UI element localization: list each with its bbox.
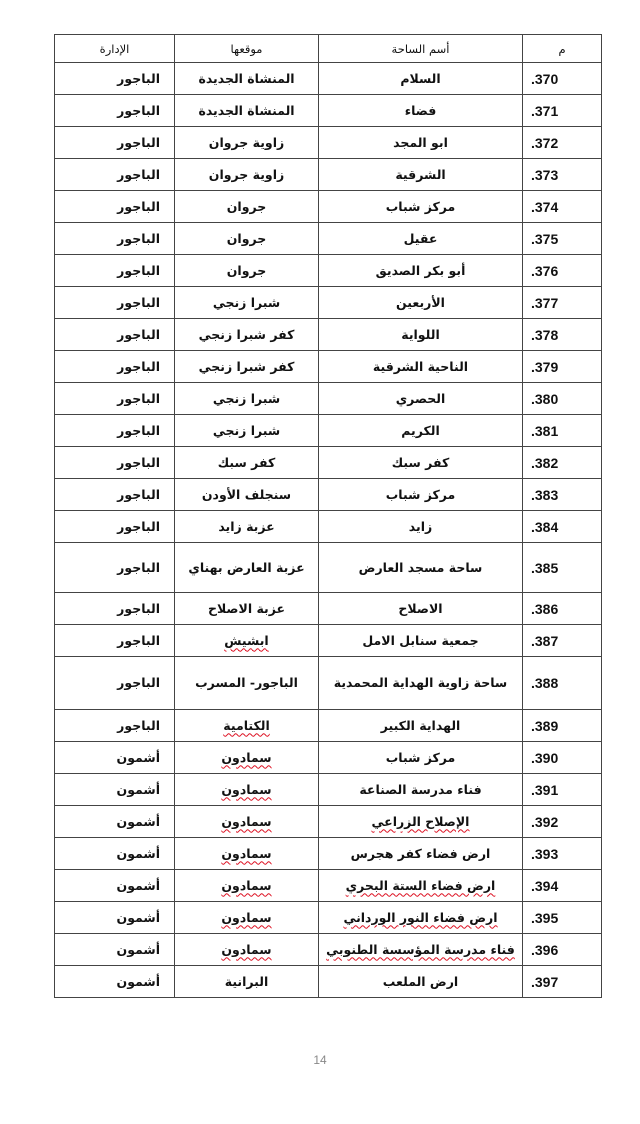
location-text: سمادون (221, 909, 272, 925)
location-text: ابشيش (224, 632, 269, 648)
location-cell (175, 593, 319, 625)
admin-cell (55, 191, 175, 223)
site-name-text: اللواية (401, 326, 440, 342)
table-row (55, 127, 602, 159)
site-name-cell (319, 966, 523, 998)
admin-cell (55, 415, 175, 447)
row-number-cell (523, 511, 602, 543)
row-number-cell (523, 806, 602, 838)
header-location: موقعها (175, 35, 319, 63)
row-number-cell (523, 415, 602, 447)
site-name-text: ارض فضاء كفر هجرس (350, 845, 491, 861)
site-name-text: الإصلاح الزراعي (371, 813, 470, 829)
admin-cell (55, 63, 175, 95)
location-cell (175, 479, 319, 511)
location-cell (175, 95, 319, 127)
table-row (55, 870, 602, 902)
location-cell (175, 870, 319, 902)
row-number-cell (523, 223, 602, 255)
row-number-cell (523, 95, 602, 127)
table-row (55, 447, 602, 479)
table-row (55, 806, 602, 838)
site-name-cell (319, 127, 523, 159)
location-text: كفر شبرا زنجي (198, 358, 295, 374)
admin-cell (55, 870, 175, 902)
admin-cell (55, 383, 175, 415)
site-name-text: مركز شباب (385, 198, 456, 214)
admin-cell (55, 543, 175, 593)
row-number-cell (523, 159, 602, 191)
location-cell (175, 319, 319, 351)
admin-text: الباجور (117, 486, 160, 502)
row-number-text: .377 (531, 294, 559, 311)
admin-text: أشمون (116, 749, 160, 765)
location-text: البرانية (224, 973, 269, 989)
site-name-text: جمعية سنابل الامل (362, 632, 479, 648)
location-cell (175, 902, 319, 934)
site-name-text: الناحية الشرقية (372, 358, 469, 374)
admin-text: الباجور (117, 454, 160, 470)
admin-text: الباجور (117, 198, 160, 214)
row-number-cell (523, 63, 602, 95)
row-number-text: .373 (531, 166, 559, 183)
location-cell (175, 223, 319, 255)
location-text: شبرا زنجي (212, 390, 281, 406)
table-row (55, 479, 602, 511)
row-number-text: .396 (531, 941, 559, 958)
admin-text: الباجور (117, 230, 160, 246)
table-row (55, 710, 602, 742)
site-name-cell (319, 870, 523, 902)
site-name-cell (319, 415, 523, 447)
location-cell (175, 543, 319, 593)
admin-text: الباجور (117, 632, 160, 648)
admin-cell (55, 966, 175, 998)
location-cell (175, 383, 319, 415)
row-number-cell (523, 838, 602, 870)
site-name-cell (319, 742, 523, 774)
table-row (55, 774, 602, 806)
location-text: عزبة زايد (218, 518, 275, 534)
admin-text: الباجور (117, 134, 160, 150)
location-text: جروان (226, 230, 267, 246)
admin-text: الباجور (117, 294, 160, 310)
row-number-cell (523, 657, 602, 710)
site-name-text: ارض الملعب (382, 973, 459, 989)
location-text: جروان (226, 198, 267, 214)
location-text: الباجور- المسرب (195, 675, 298, 690)
location-cell (175, 934, 319, 966)
location-text: شبرا زنجي (212, 294, 281, 310)
admin-cell (55, 774, 175, 806)
location-text: كفر شبرا زنجي (198, 326, 295, 342)
site-name-cell (319, 63, 523, 95)
admin-cell (55, 255, 175, 287)
row-number-cell (523, 479, 602, 511)
admin-text: أشمون (116, 909, 160, 925)
site-name-text: كفر سبك (391, 454, 450, 470)
admin-cell (55, 838, 175, 870)
admin-cell (55, 351, 175, 383)
admin-text: الباجور (117, 518, 160, 534)
table-row (55, 838, 602, 870)
site-name-cell (319, 902, 523, 934)
location-cell (175, 415, 319, 447)
row-number-text: .371 (531, 102, 559, 119)
row-number-text: .384 (531, 518, 559, 535)
location-cell (175, 255, 319, 287)
site-name-cell (319, 710, 523, 742)
location-cell (175, 191, 319, 223)
table-row (55, 966, 602, 998)
location-cell (175, 742, 319, 774)
row-number-text: .389 (531, 717, 559, 734)
row-number-cell (523, 383, 602, 415)
site-name-cell (319, 479, 523, 511)
admin-cell (55, 742, 175, 774)
admin-cell (55, 625, 175, 657)
location-text: عزبة الاصلاح (207, 600, 286, 616)
location-text: سمادون (221, 749, 272, 765)
site-name-text: زايد (408, 518, 433, 534)
admin-text: الباجور (117, 600, 160, 616)
location-text: المنشاة الجديدة (198, 70, 295, 86)
row-number-cell (523, 287, 602, 319)
location-cell (175, 287, 319, 319)
row-number-text: .386 (531, 600, 559, 617)
site-name-text: مركز شباب (385, 749, 456, 765)
row-number-text: .383 (531, 486, 559, 503)
row-number-cell (523, 774, 602, 806)
site-name-cell (319, 806, 523, 838)
site-name-cell (319, 287, 523, 319)
table-row (55, 383, 602, 415)
admin-text: أشمون (116, 813, 160, 829)
site-name-cell (319, 447, 523, 479)
row-number-text: .372 (531, 134, 559, 151)
site-name-cell (319, 657, 523, 710)
row-number-text: .391 (531, 781, 559, 798)
site-name-text: فناء مدرسة المؤسسة الطنوبي (326, 941, 515, 957)
page-number: 14 (313, 1053, 327, 1067)
admin-cell (55, 95, 175, 127)
admin-text: الباجور (117, 717, 160, 733)
table-row (55, 63, 602, 95)
row-number-cell (523, 710, 602, 742)
site-name-cell (319, 625, 523, 657)
row-number-text: .385 (531, 559, 559, 576)
location-cell (175, 838, 319, 870)
row-number-cell (523, 742, 602, 774)
location-cell (175, 511, 319, 543)
site-name-text: السلام (400, 70, 441, 86)
site-name-text: ساحة مسجد العارض (358, 559, 483, 575)
row-number-text: .380 (531, 390, 559, 407)
admin-cell (55, 593, 175, 625)
admin-text: الباجور (117, 70, 160, 86)
table-row (55, 415, 602, 447)
table-row (55, 593, 602, 625)
site-name-text: عقيل (403, 230, 438, 246)
location-cell (175, 806, 319, 838)
site-name-cell (319, 774, 523, 806)
row-number-cell (523, 966, 602, 998)
location-text: جروان (226, 262, 267, 278)
site-name-cell (319, 95, 523, 127)
location-text: شبرا زنجي (212, 422, 281, 438)
table-row (55, 543, 602, 593)
table-row (55, 902, 602, 934)
site-name-text: ابو المجد (393, 134, 448, 150)
site-name-text: أبو بكر الصديق (375, 262, 466, 278)
location-cell (175, 127, 319, 159)
location-text: سمادون (221, 845, 272, 861)
header-num: م (523, 35, 602, 63)
site-name-text: الاصلاح (398, 600, 443, 616)
row-number-text: .388 (531, 675, 559, 691)
table-row (55, 223, 602, 255)
site-name-text: الهداية الكبير (380, 717, 461, 733)
site-name-cell (319, 351, 523, 383)
admin-text: الباجور (117, 358, 160, 374)
admin-text: أشمون (116, 781, 160, 797)
location-text: كفر سبك (217, 454, 276, 470)
row-number-text: .379 (531, 358, 559, 375)
row-number-text: .397 (531, 973, 559, 990)
sites-table (54, 34, 602, 998)
row-number-cell (523, 255, 602, 287)
row-number-text: .394 (531, 877, 559, 894)
location-cell (175, 774, 319, 806)
site-name-cell (319, 543, 523, 593)
admin-cell (55, 806, 175, 838)
location-cell (175, 159, 319, 191)
table-row (55, 742, 602, 774)
admin-cell (55, 223, 175, 255)
location-cell (175, 351, 319, 383)
row-number-cell (523, 191, 602, 223)
row-number-text: .370 (531, 70, 559, 87)
admin-cell (55, 479, 175, 511)
admin-text: الباجور (117, 390, 160, 406)
admin-cell (55, 902, 175, 934)
site-name-cell (319, 255, 523, 287)
table-row (55, 934, 602, 966)
admin-text: الباجور (117, 675, 160, 690)
admin-text: أشمون (116, 973, 160, 989)
row-number-text: .395 (531, 909, 559, 926)
site-name-text: الأربعين (396, 294, 445, 310)
site-name-text: ارض فضاء النور الورداني (343, 909, 498, 925)
site-name-text: فضاء (404, 102, 437, 118)
table-row (55, 255, 602, 287)
table-body (55, 63, 602, 998)
site-name-cell (319, 159, 523, 191)
admin-text: الباجور (117, 422, 160, 438)
row-number-text: .382 (531, 454, 559, 471)
location-cell (175, 657, 319, 710)
row-number-cell (523, 543, 602, 593)
admin-text: أشمون (116, 845, 160, 861)
admin-cell (55, 319, 175, 351)
row-number-cell (523, 319, 602, 351)
location-text: سمادون (221, 781, 272, 797)
site-name-text: الكريم (401, 422, 440, 438)
admin-cell (55, 657, 175, 710)
admin-cell (55, 159, 175, 191)
admin-text: الباجور (117, 102, 160, 118)
site-name-cell (319, 383, 523, 415)
row-number-text: .390 (531, 749, 559, 766)
location-text: سمادون (221, 941, 272, 957)
table-row (55, 287, 602, 319)
row-number-cell (523, 870, 602, 902)
location-cell (175, 625, 319, 657)
site-name-cell (319, 593, 523, 625)
table-row (55, 95, 602, 127)
admin-text: الباجور (117, 166, 160, 182)
header-row (55, 35, 602, 63)
location-text: الكتامية (223, 717, 270, 733)
row-number-text: .378 (531, 326, 559, 343)
row-number-text: .392 (531, 813, 559, 830)
row-number-text: .374 (531, 198, 559, 215)
table-row (55, 351, 602, 383)
admin-cell (55, 287, 175, 319)
admin-text: أشمون (116, 941, 160, 957)
table-row (55, 159, 602, 191)
admin-text: الباجور (117, 559, 160, 575)
row-number-cell (523, 625, 602, 657)
location-cell (175, 447, 319, 479)
row-number-cell (523, 902, 602, 934)
admin-cell (55, 127, 175, 159)
table-row (55, 625, 602, 657)
site-name-cell (319, 838, 523, 870)
site-name-text: فناء مدرسة الصناعة (359, 781, 482, 797)
row-number-cell (523, 351, 602, 383)
site-name-text: الحصري (395, 390, 446, 406)
location-text: المنشاة الجديدة (198, 102, 295, 118)
location-text: عزبة العارض بهناي (188, 559, 305, 575)
table-row (55, 191, 602, 223)
row-number-cell (523, 934, 602, 966)
row-number-text: .376 (531, 262, 559, 279)
table-row (55, 511, 602, 543)
row-number-cell (523, 127, 602, 159)
row-number-text: .387 (531, 632, 559, 649)
row-number-text: .393 (531, 845, 559, 862)
site-name-text: ارض فضاء الستة البحري (345, 877, 496, 893)
location-text: سنجلف الأودن (201, 486, 292, 502)
location-cell (175, 966, 319, 998)
location-cell (175, 63, 319, 95)
admin-text: أشمون (116, 877, 160, 893)
location-text: سمادون (221, 813, 272, 829)
site-name-cell (319, 319, 523, 351)
header-admin: الإدارة (55, 35, 175, 63)
admin-cell (55, 710, 175, 742)
site-name-text: الشرقية (395, 166, 446, 182)
row-number-cell (523, 593, 602, 625)
table-header (55, 35, 602, 63)
admin-cell (55, 934, 175, 966)
row-number-cell (523, 447, 602, 479)
admin-cell (55, 511, 175, 543)
header-name: أسم الساحة (319, 35, 523, 63)
site-name-cell (319, 223, 523, 255)
table-row (55, 319, 602, 351)
table-row (55, 657, 602, 710)
location-cell (175, 710, 319, 742)
site-name-cell (319, 191, 523, 223)
site-name-cell (319, 934, 523, 966)
location-text: زاوية جروان (208, 166, 285, 182)
row-number-text: .375 (531, 230, 559, 247)
admin-text: الباجور (117, 326, 160, 342)
site-name-text: ساحة زاوية الهداية المحمدية (333, 675, 508, 690)
location-text: زاوية جروان (208, 134, 285, 150)
admin-cell (55, 447, 175, 479)
location-text: سمادون (221, 877, 272, 893)
row-number-text: .381 (531, 422, 559, 439)
site-name-cell (319, 511, 523, 543)
admin-text: الباجور (117, 262, 160, 278)
site-name-text: مركز شباب (385, 486, 456, 502)
